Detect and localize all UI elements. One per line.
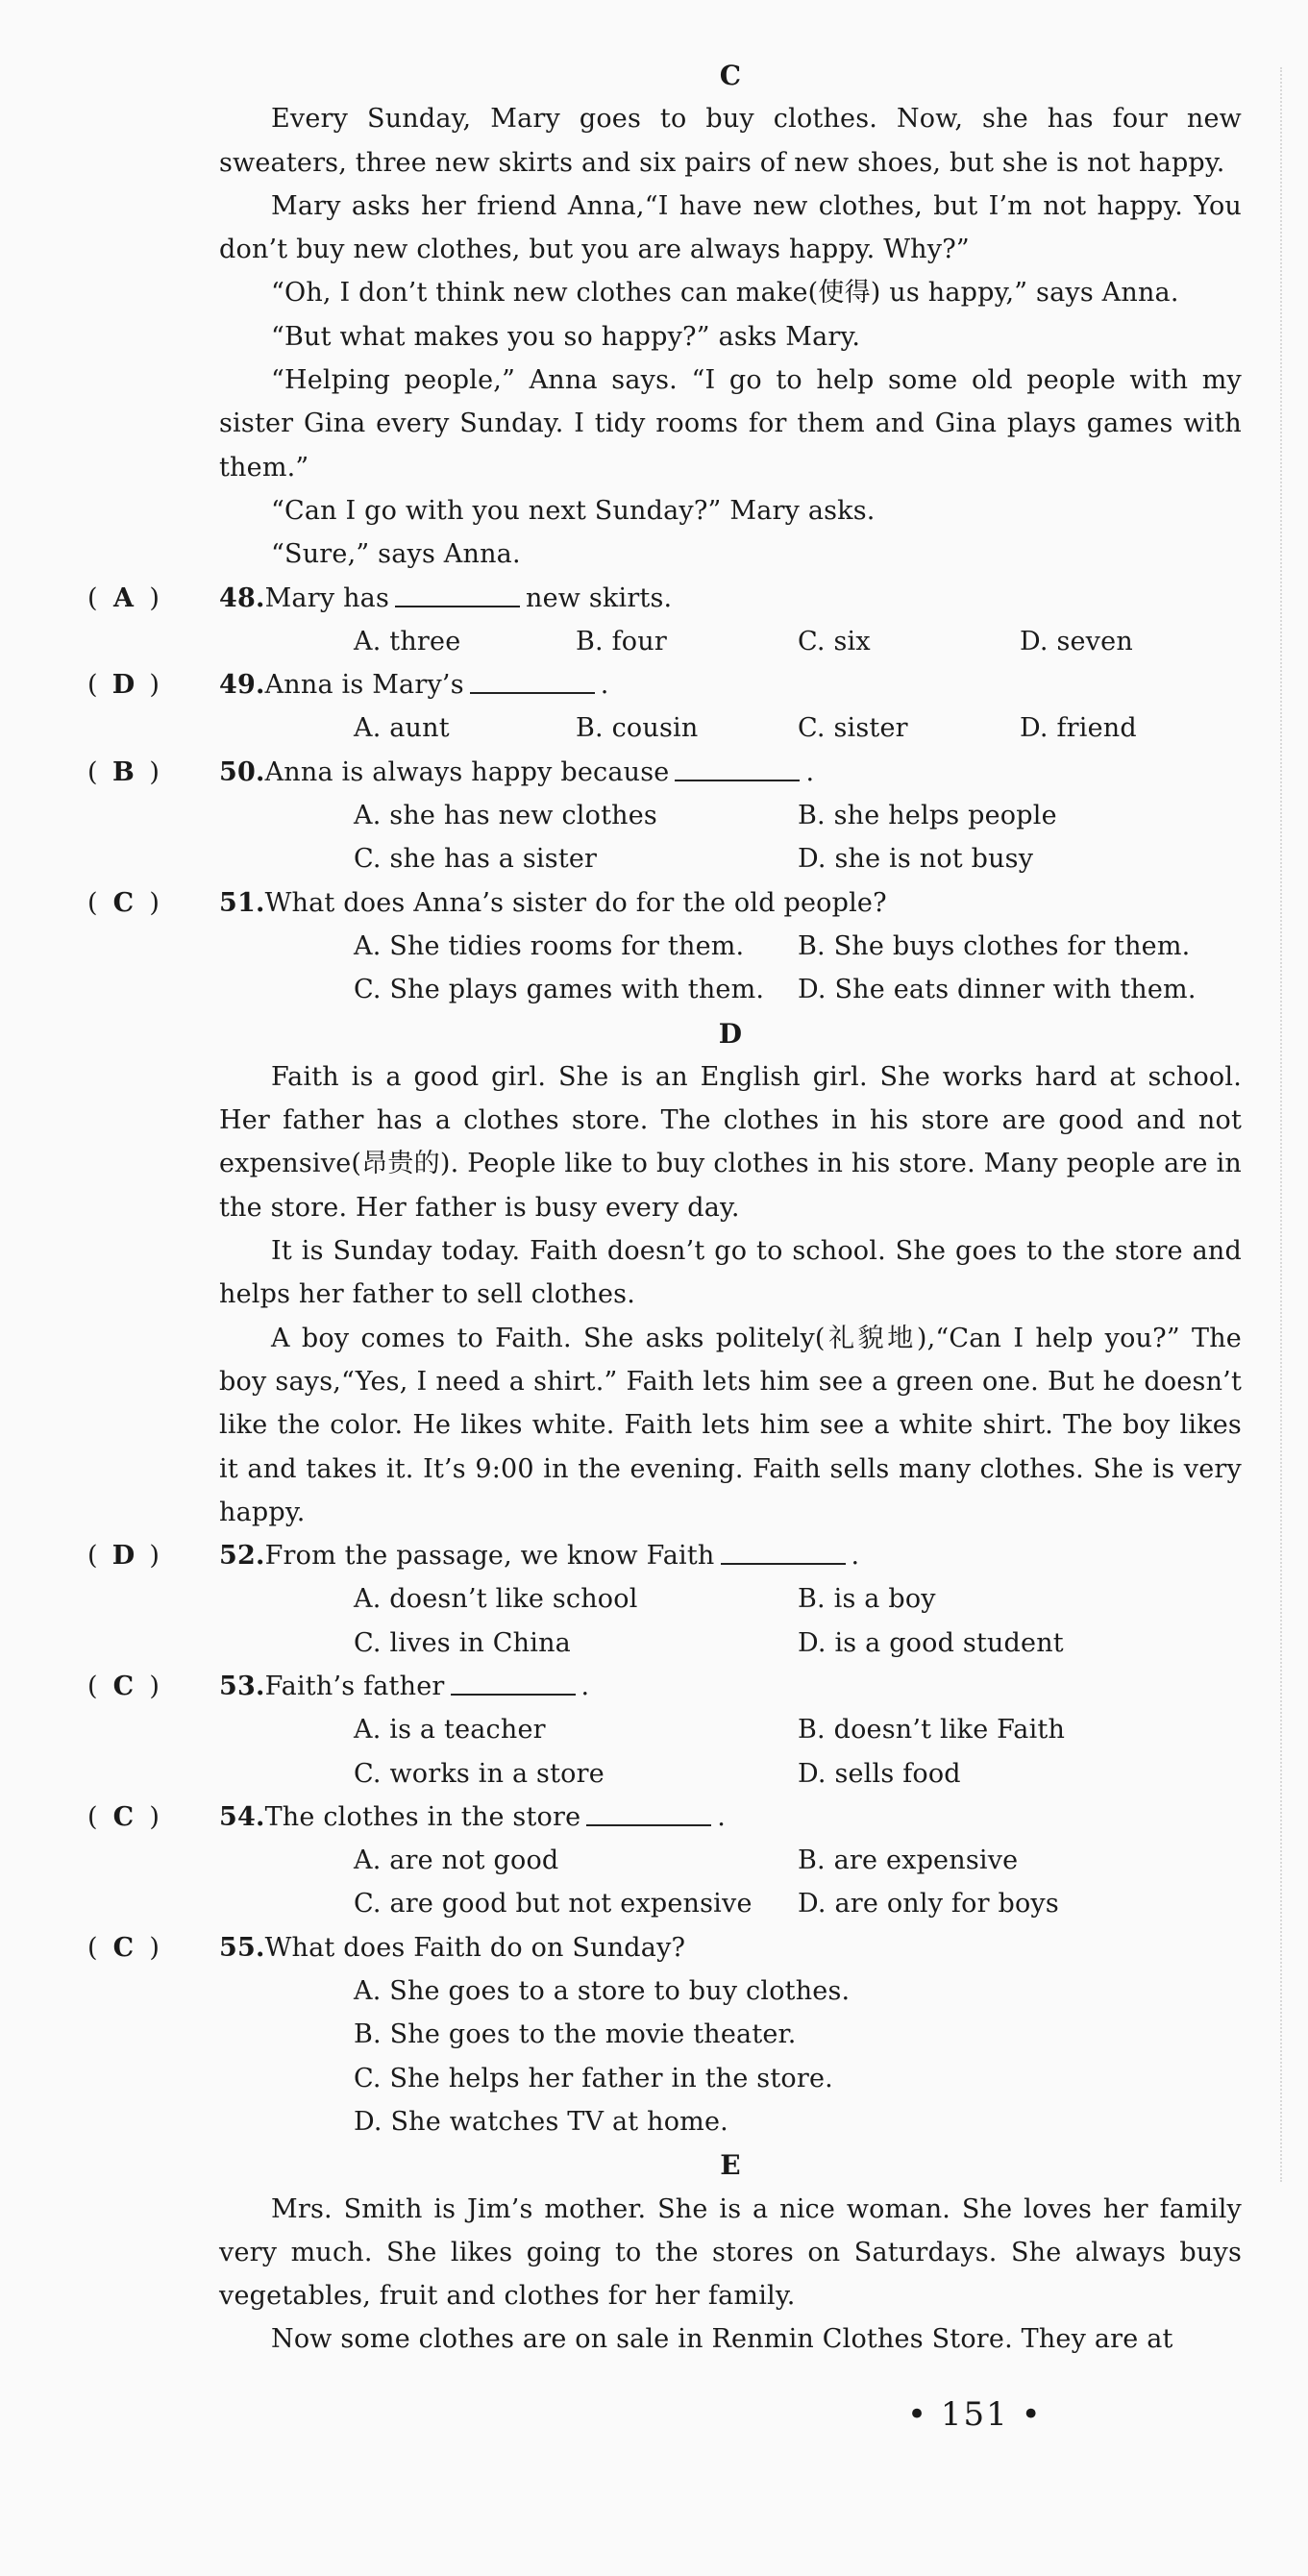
question-stem-end: new skirts. <box>526 582 673 613</box>
options-54-row2 <box>219 1882 1242 1925</box>
question-number: 48. <box>219 582 265 613</box>
options-51-row1 <box>219 925 1242 968</box>
option-d: D. She watches TV at home. <box>354 2106 728 2137</box>
question-49: ( D ) 49. Anna is Mary’s . <box>219 663 1242 706</box>
answer-blank <box>721 1534 846 1565</box>
question-stem: The clothes in the store <box>264 1801 581 1832</box>
option-a: A. are not good <box>354 1845 559 1876</box>
question-number: 53. <box>219 1671 265 1701</box>
question-stem: Anna is always happy because <box>264 756 670 787</box>
question-55: ( C ) 55. What does Faith do on Sunday? <box>219 1926 1242 1969</box>
options-48 <box>219 620 1242 663</box>
option-c: C. works in a store <box>354 1758 605 1789</box>
question-number: 55. <box>219 1932 265 1963</box>
options-54-row1 <box>219 1839 1242 1882</box>
section-e-title: E <box>720 2149 741 2182</box>
passage-d-paragraph: Faith is a good girl. She is an English girl. She works hard at school. Her father has a clothes store. The clothes in his store are good and not expensive(昂贵的). People like to buy clothes in his store. Many people are in the store. Her father is busy every day. <box>219 1061 1242 1223</box>
question-51: ( C ) 51. What does Anna’s sister do for the old people? <box>219 881 1242 925</box>
option-d: D. sells food <box>798 1758 961 1789</box>
question-53: ( C ) 53. Faith’s father . <box>219 1665 1242 1708</box>
options-53-row1 <box>219 1708 1242 1751</box>
passage-e-paragraph: Mrs. Smith is Jim’s mother. She is a nice woman. She loves her family very much. She likes going to the stores on Saturdays. She always buys vegetables, fruit and clothes for her family. <box>219 2193 1242 2312</box>
option-c: C. lives in China <box>354 1627 571 1658</box>
answer-48: A <box>112 582 135 613</box>
options-53-row2 <box>219 1752 1242 1796</box>
option-d: D. friend <box>1020 713 1137 744</box>
option-c: C. sister <box>798 713 908 744</box>
option-b: B. are expensive <box>798 1845 1019 1876</box>
question-stem: Faith’s father <box>264 1671 445 1701</box>
answer-blank <box>395 577 520 607</box>
options-50-row2 <box>219 837 1242 880</box>
option-a: A. three <box>354 626 461 656</box>
option-a: A. aunt <box>354 713 450 744</box>
question-number: 54. <box>219 1801 265 1832</box>
passage-c-paragraph: “Can I go with you next Sunday?” Mary asks. <box>271 495 876 526</box>
passage-c-paragraph: “Oh, I don’t think new clothes can make(使得) us happy,” says Anna. <box>271 278 1179 309</box>
options-52-row1 <box>219 1577 1242 1621</box>
question-stem: Mary has <box>264 582 390 613</box>
option-a: A. She goes to a store to buy clothes. <box>354 1976 851 2007</box>
question-number: 50. <box>219 756 265 787</box>
passage-c-paragraph: “Helping people,” Anna says. “I go to help some old people with my sister Gina every Sunday. I tidy rooms for them and Gina plays games with them.” <box>219 365 1242 483</box>
question-54: ( C ) 54. The clothes in the store . <box>219 1796 1242 1839</box>
question-number: 51. <box>219 887 265 918</box>
answer-53: C <box>112 1671 135 1701</box>
passage-c-paragraph: “Sure,” says Anna. <box>271 539 521 570</box>
passage-c-paragraph: Mary asks her friend Anna,“I have new clothes, but I’m not happy. You don’t buy new clothes, but you are always happy. Why?” <box>219 190 1242 265</box>
question-stem: What does Faith do on Sunday? <box>264 1932 686 1963</box>
option-c: C. six <box>798 626 871 656</box>
options-49 <box>219 706 1242 750</box>
option-d: D. is a good student <box>798 1627 1064 1658</box>
option-c: C. She plays games with them. <box>354 975 765 1005</box>
passage-c-paragraph: Every Sunday, Mary goes to buy clothes. Now, she has four new sweaters, three new skirts and six pairs of new shoes, but she is not happy. <box>219 104 1242 178</box>
options-51-row2 <box>219 968 1242 1011</box>
options-52-row2 <box>219 1622 1242 1665</box>
question-stem: What does Anna’s sister do for the old people? <box>264 887 887 918</box>
question-stem-end: . <box>851 1541 860 1572</box>
answer-blank <box>675 751 800 781</box>
option-a: A. She tidies rooms for them. <box>354 930 745 961</box>
answer-55: C <box>112 1932 135 1963</box>
question-number: 49. <box>219 670 265 701</box>
answer-blank <box>451 1665 576 1696</box>
question-48: ( A ) 48. Mary has new skirts. <box>219 577 1242 620</box>
option-b: B. four <box>576 626 667 656</box>
page-number: • 151 • <box>907 2395 1043 2434</box>
passage-d-paragraph: A boy comes to Faith. She asks politely(礼貌地),“Can I help you?” The boy says,“Yes, I need a shirt.” Faith lets him see a green one. But he doesn’t like the color. He likes white. Faith lets him see a white shirt. The boy likes it and takes it. It’s 9:00 in the evening. Faith sells many clothes. She is very happy. <box>219 1323 1242 1527</box>
question-50: ( B ) 50. Anna is always happy because . <box>219 751 1242 794</box>
question-stem: Anna is Mary’s <box>264 670 464 701</box>
page-content <box>87 54 1242 2362</box>
answer-blank <box>470 663 595 694</box>
option-c: C. She helps her father in the store. <box>354 2063 833 2093</box>
option-c: C. she has a sister <box>354 844 598 875</box>
answer-52: D <box>111 1541 136 1572</box>
options-50-row1 <box>219 794 1242 837</box>
option-a: A. doesn’t like school <box>354 1584 638 1615</box>
option-d: D. she is not busy <box>798 844 1034 875</box>
option-b: B. is a boy <box>798 1584 936 1615</box>
answer-49: D <box>111 670 136 701</box>
question-number: 52. <box>219 1541 265 1572</box>
option-a: A. is a teacher <box>354 1715 546 1746</box>
question-stem-end: . <box>805 756 815 787</box>
option-d: D. She eats dinner with them. <box>798 975 1197 1005</box>
passage-c-paragraph: “But what makes you so happy?” asks Mary. <box>271 321 861 352</box>
option-b: B. cousin <box>576 713 699 744</box>
option-b: B. doesn’t like Faith <box>798 1715 1066 1746</box>
option-d: D. are only for boys <box>798 1889 1059 1920</box>
question-52: ( D ) 52. From the passage, we know Faith . <box>219 1534 1242 1577</box>
option-b: B. she helps people <box>798 801 1057 831</box>
option-a: A. she has new clothes <box>354 801 657 831</box>
option-b: B. She buys clothes for them. <box>798 930 1191 961</box>
margin-dotted-line <box>1280 67 1284 2182</box>
answer-51: C <box>112 887 135 918</box>
question-stem-end: . <box>600 670 609 701</box>
question-stem: From the passage, we know Faith <box>264 1541 715 1572</box>
passage-d-paragraph: It is Sunday today. Faith doesn’t go to school. She goes to the store and helps her father to sell clothes. <box>219 1236 1242 1310</box>
answer-50: B <box>112 756 136 787</box>
section-c-title: C <box>719 60 742 91</box>
answer-54: C <box>112 1801 135 1832</box>
answer-blank <box>586 1796 711 1826</box>
section-d-title: D <box>718 1017 743 1050</box>
question-stem-end: . <box>580 1671 590 1701</box>
option-d: D. seven <box>1020 626 1133 656</box>
question-stem-end: . <box>717 1801 727 1832</box>
option-b: B. She goes to the movie theater. <box>354 2019 797 2050</box>
passage-e-paragraph: Now some clothes are on sale in Renmin Clothes Store. They are at <box>271 2324 1173 2355</box>
option-c: C. are good but not expensive <box>354 1889 753 1920</box>
